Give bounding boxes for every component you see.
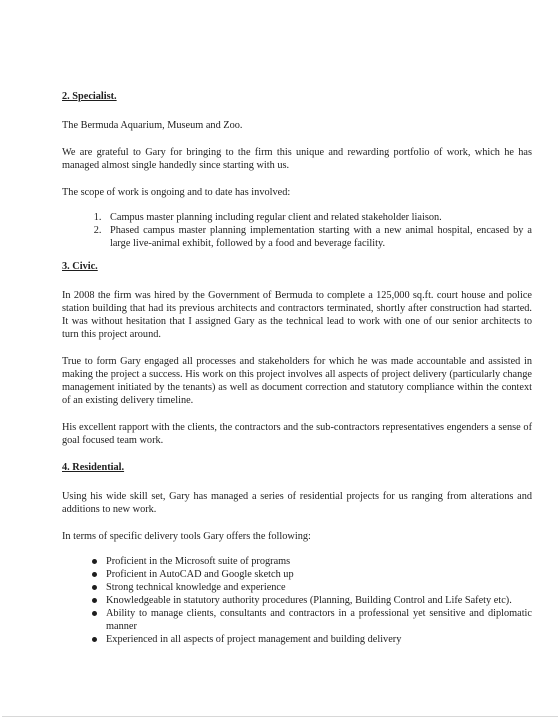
paragraph: His excellent rapport with the clients, the contractors and the sub-contractors representatives engenders a sense of goal focused team work. (62, 422, 532, 446)
paragraph: In 2008 the firm was hired by the Government of Bermuda to complete a 125,000 sq.ft. court house and police station building that had its previous architects and contractors terminated, shortly after construction had started. It was without hesitation that I assigned Gary as the technical lead to work with one of our senior architects to turn this project around. (62, 290, 532, 340)
bullet-icon (92, 559, 97, 564)
paragraph: True to form Gary engaged all processes and stakeholders for which he was made accountable and assisted in making the project a success. His work on this project involves all aspects of project delivery (particularly change management initiated by the tenants) as well as document correction and statutory compliance within the context of an existing delivery timeline. (62, 356, 532, 406)
list-item-text: Ability to manage clients, consultants and contractors in a professional yet sensitive and diplomatic manner (106, 608, 532, 632)
list-item (92, 555, 532, 568)
bullet-icon (92, 585, 97, 590)
list-item (92, 633, 532, 646)
bullet-icon (92, 598, 97, 603)
bullet-icon (92, 572, 97, 577)
list-item (92, 581, 532, 594)
list-item (92, 594, 532, 607)
list-item-text: Experienced in all aspects of project management and building delivery (106, 634, 402, 645)
list-item-text: Proficient in AutoCAD and Google sketch up (106, 569, 294, 580)
list-item-text: Proficient in the Microsoft suite of programs (106, 556, 291, 567)
paragraph: In terms of specific delivery tools Gary offers the following: (62, 531, 311, 542)
section-heading: 3. Civic. (62, 261, 98, 272)
section-specialist (62, 90, 532, 250)
list-item: 2. Phased campus master planning implementation starting with a new animal hospital, encased by a large live-animal exhibit, followed by a food and beverage facility. (104, 224, 532, 250)
section-heading: 4. Residential. (62, 462, 125, 473)
list-item: 1. Campus master planning including regular client and related stakeholder liaison. (104, 211, 532, 224)
section-heading: 2. Specialist. (62, 91, 117, 102)
letter-body (62, 90, 532, 646)
paragraph: We are grateful to Gary for bringing to the firm this unique and rewarding portfolio of work, which he has managed almost single handedly since starting with us. (62, 147, 532, 171)
bullet-icon (92, 637, 97, 642)
list-item (92, 568, 532, 581)
list-item (92, 607, 532, 633)
list-item-text: Strong technical knowledge and experience (106, 582, 286, 593)
numbered-list (62, 211, 532, 250)
section-residential (62, 461, 532, 646)
paragraph: Using his wide skill set, Gary has managed a series of residential projects for us ranging from alterations and additions to new work. (62, 491, 532, 515)
section-civic (62, 260, 532, 447)
bullet-list (62, 555, 532, 646)
paragraph: The Bermuda Aquarium, Museum and Zoo. (62, 120, 243, 131)
paragraph: The scope of work is ongoing and to date has involved: (62, 187, 291, 198)
page-bottom-divider (2, 716, 558, 717)
list-item-text: Knowledgeable in statutory authority procedures (Planning, Building Control and Life Safety etc). (106, 595, 512, 606)
bullet-icon (92, 611, 97, 616)
